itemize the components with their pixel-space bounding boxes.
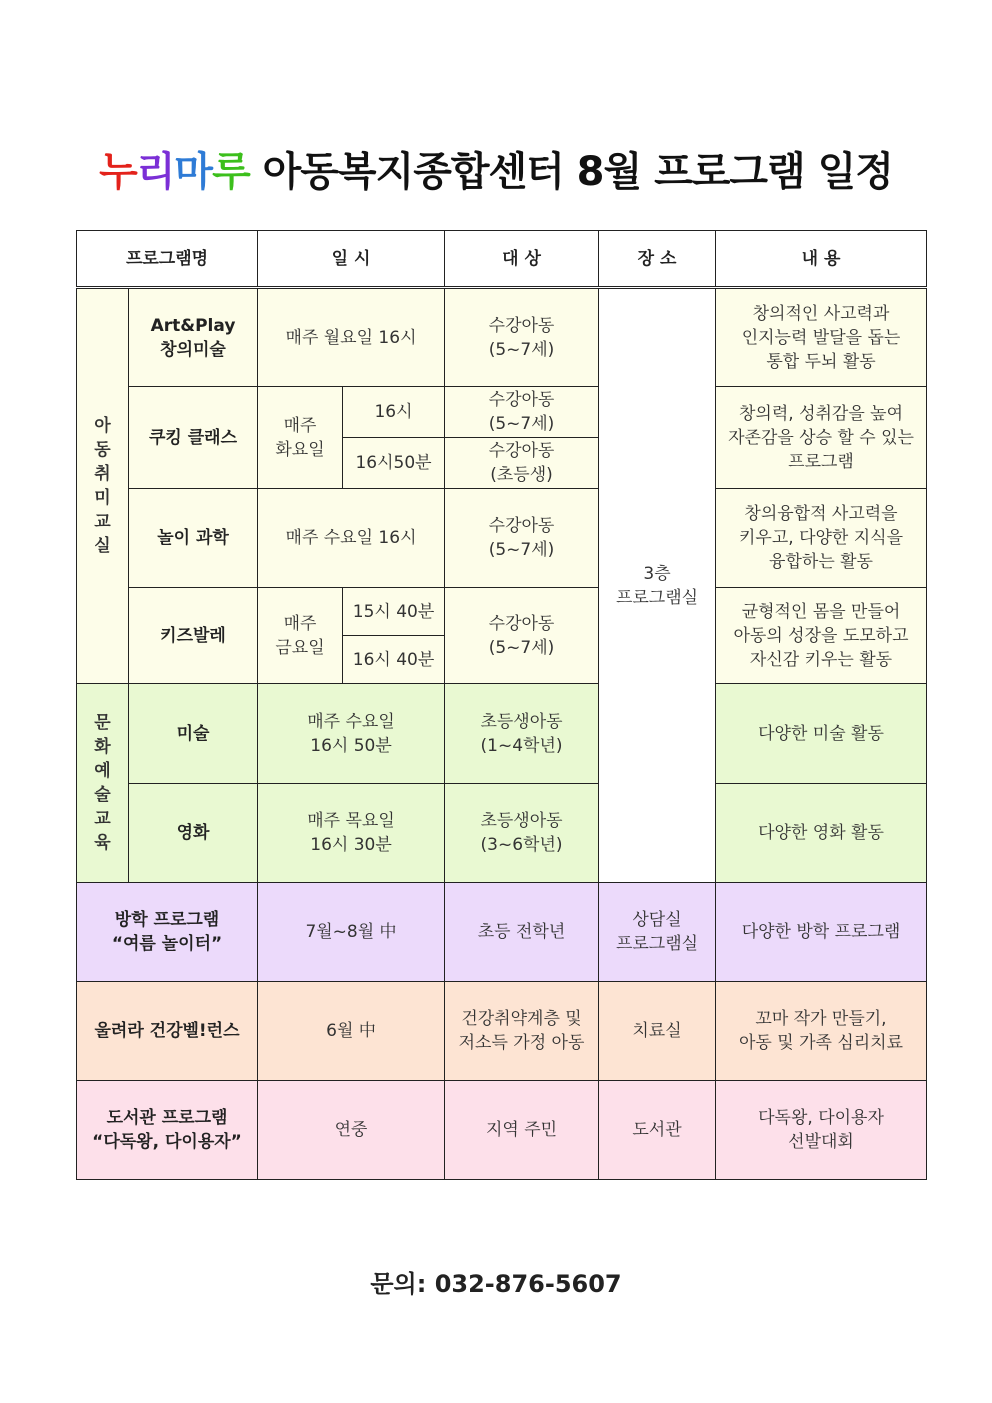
program-day: 매주 화요일 — [258, 387, 343, 489]
schedule-table — [76, 230, 927, 1180]
program-content: 창의융합적 사고력을 키우고, 다양한 지식을 융합하는 활동 — [716, 489, 927, 588]
program-target: 수강아동 (5~7세) — [445, 387, 599, 438]
program-time: 매주 월요일 16시 — [258, 288, 445, 387]
header-program: 프로그램명 — [77, 231, 258, 288]
program-name: 놀이 과학 — [129, 489, 258, 588]
program-time: 16시 — [343, 387, 445, 438]
group-culture-education: 문 화 예 술 교 육 — [77, 684, 129, 883]
program-target: 초등 전학년 — [445, 883, 599, 982]
header-target: 대 상 — [445, 231, 599, 288]
table-row — [77, 387, 927, 438]
table-row — [77, 1081, 927, 1180]
program-name: 미술 — [129, 684, 258, 784]
program-name: 방학 프로그램 “여름 놀이터” — [77, 883, 258, 982]
program-place: 상담실 프로그램실 — [599, 883, 716, 982]
program-place-shared: 3층 프로그램실 — [599, 288, 716, 883]
table-row — [77, 982, 927, 1081]
program-content: 다독왕, 다이용자 선발대회 — [716, 1081, 927, 1180]
program-content: 다양한 방학 프로그램 — [716, 883, 927, 982]
program-name: 울려라 건강벨!런스 — [77, 982, 258, 1081]
program-content: 창의력, 성취감을 높여 자존감을 상승 할 수 있는 프로그램 — [716, 387, 927, 489]
program-time: 매주 수요일 16시 50분 — [258, 684, 445, 784]
program-time: 7월~8월 中 — [258, 883, 445, 982]
header-content: 내 용 — [716, 231, 927, 288]
table-row — [77, 489, 927, 588]
brand-char: 루 — [212, 149, 250, 195]
table-row — [77, 288, 927, 387]
table-row — [77, 883, 927, 982]
page-title — [0, 140, 992, 197]
program-time: 매주 목요일 16시 30분 — [258, 784, 445, 883]
brand-char: 리 — [136, 149, 175, 195]
program-target: 수강아동 (5~7세) — [445, 588, 599, 684]
program-target: 건강취약계층 및 저소득 가정 아동 — [445, 982, 599, 1081]
program-name: 영화 — [129, 784, 258, 883]
group-hobby-class: 아 동 취 미 교 실 — [77, 288, 129, 684]
program-content: 다양한 영화 활동 — [716, 784, 927, 883]
program-time: 매주 수요일 16시 — [258, 489, 445, 588]
program-target: 초등생아동 (1~4학년) — [445, 684, 599, 784]
brand-char: 누 — [99, 149, 137, 195]
program-time: 16시 40분 — [343, 636, 445, 684]
table-row — [77, 784, 927, 883]
program-target: 초등생아동 (3~6학년) — [445, 784, 599, 883]
program-name: 도서관 프로그램 “다독왕, 다이용자” — [77, 1081, 258, 1180]
table-row — [77, 684, 927, 784]
program-time: 연중 — [258, 1081, 445, 1180]
program-content: 꼬마 작가 만들기, 아동 및 가족 심리치료 — [716, 982, 927, 1081]
program-time: 16시50분 — [343, 438, 445, 489]
program-target: 수강아동 (5~7세) — [445, 288, 599, 387]
program-name: 키즈발레 — [129, 588, 258, 684]
program-place: 치료실 — [599, 982, 716, 1081]
table-row — [77, 588, 927, 636]
program-target: 수강아동 (초등생) — [445, 438, 599, 489]
program-time: 15시 40분 — [343, 588, 445, 636]
program-content: 균형적인 몸을 만들어 아동의 성장을 도모하고 자신감 키우는 활동 — [716, 588, 927, 684]
program-place: 도서관 — [599, 1081, 716, 1180]
brand-logo-text — [99, 149, 263, 195]
program-target: 수강아동 (5~7세) — [445, 489, 599, 588]
contact-info: 문의: 032-876-5607 — [370, 1270, 622, 1298]
header-place: 장 소 — [599, 231, 716, 288]
program-content: 다양한 미술 활동 — [716, 684, 927, 784]
header-datetime: 일 시 — [258, 231, 445, 288]
table-header-row — [77, 231, 927, 288]
brand-char: 마 — [174, 149, 213, 195]
program-name: Art&Play 창의미술 — [129, 288, 258, 387]
program-day: 매주 금요일 — [258, 588, 343, 684]
program-time: 6월 中 — [258, 982, 445, 1081]
program-target: 지역 주민 — [445, 1081, 599, 1180]
program-content: 창의적인 사고력과 인지능력 발달을 돕는 통합 두뇌 활동 — [716, 288, 927, 387]
program-name: 쿠킹 클래스 — [129, 387, 258, 489]
title-text: 아동복지종합센터 8월 프로그램 일정 — [262, 149, 893, 195]
